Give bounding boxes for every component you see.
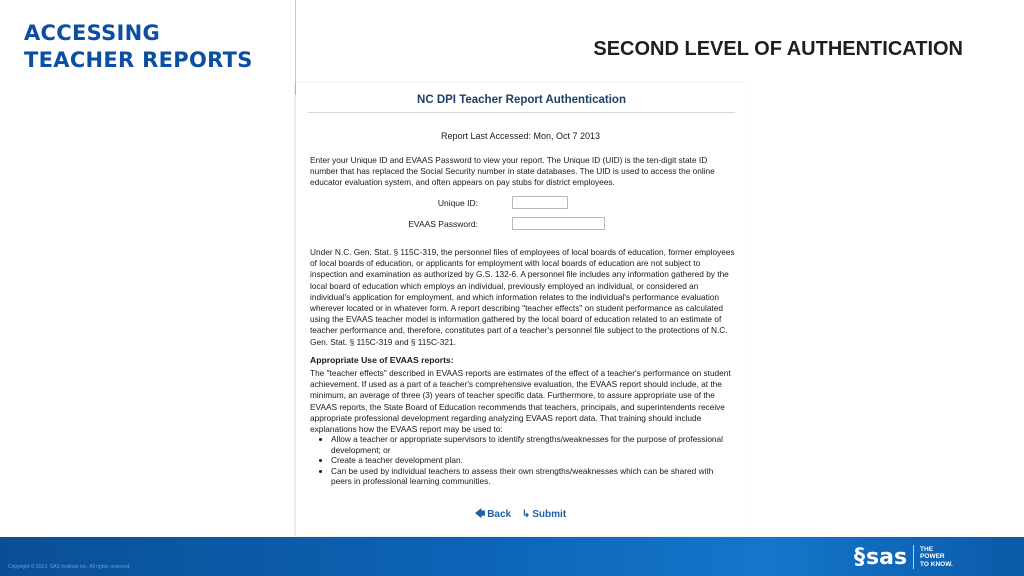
form-header: NC DPI Teacher Report Authentication	[308, 94, 735, 113]
list-item: • Create a teacher development plan.	[331, 455, 735, 466]
sas-brand	[854, 543, 953, 571]
sas-logo-icon: §sas	[854, 544, 908, 570]
use-bullet-list	[310, 434, 735, 487]
last-accessed-text: Report Last Accessed: Mon, Oct 7 2013	[440, 131, 601, 141]
brand-divider	[913, 545, 914, 569]
unique-id-input[interactable]	[512, 196, 568, 209]
title-divider	[295, 0, 296, 95]
appropriate-use-heading: Appropriate Use of EVAAS reports:	[310, 355, 454, 365]
intro-paragraph: Enter your Unique ID and EVAAS Password to view your report. The Unique ID (UID) is the ten-digit state ID number that has replaced the Social Security number in state databases. The UID is used to access the online educator evaluation system, and often appears on pay stubs for district employees.	[310, 155, 715, 188]
brand-tagline: THE POWER TO KNOW.	[920, 545, 953, 568]
footer-bar	[0, 537, 1024, 576]
slide-title-line1: ACCESSING	[24, 21, 161, 45]
authentication-form-screenshot	[296, 83, 745, 536]
legal-paragraph: Under N.C. Gen. Stat. § 115C-319, the personnel files of employees of local boards of education, former employees of local boards of education, or applicants for employment with local boards of education are not subject to inspection and examination as authorized by G.S. 132-6. A personnel file includes any information gathered by the local board of education which employs an individual, previously employed an individual, or considered an individual's application for employment, and which information relates to the individual's performance evaluation wherever located or in whatever form. A report describing "teacher effects" on student performance as calculated using the EVAAS teacher model is information gathered by the local board of education related to an estimate of teacher performance and, therefore, constitutes part of a teacher's personnel file subject to the protections of N.C. Gen. Stat. § 115C-319 and § 115C-321.	[310, 247, 735, 347]
back-label: Back	[487, 509, 512, 520]
form-actions	[296, 507, 745, 524]
slide-title	[24, 20, 253, 74]
slide-title-line2: TEACHER REPORTS	[24, 48, 253, 72]
back-button[interactable]	[475, 509, 514, 520]
brand-name: sas	[866, 544, 908, 570]
evaas-password-input[interactable]	[512, 217, 605, 230]
return-arrow-icon: ↳	[521, 509, 531, 520]
submit-label: Submit	[532, 509, 567, 520]
submit-button[interactable]	[522, 509, 566, 520]
slide-subtitle: SECOND LEVEL OF AUTHENTICATION	[593, 38, 963, 60]
list-item: • Allow a teacher or appropriate supervisors to identify strengths/weaknesses for the purpose of professional development; or	[331, 434, 735, 455]
copyright-text: Copyright © 2013, SAS Institute Inc. All rights reserved.	[8, 564, 131, 570]
unique-id-label: Unique ID:	[437, 198, 478, 208]
list-item: • Can be used by individual teachers to assess their own strengths/weaknesses which can be shared with peers in professional learning communities.	[331, 466, 735, 487]
arrow-left-icon: 🡄	[474, 509, 486, 520]
appropriate-use-paragraph: The "teacher effects" described in EVAAS reports are estimates of the effect of a teacher's performance on student achievement. If used as a part of a teacher's comprehensive evaluation, the EVAAS report should include, at the minimum, an average of three (3) years of teacher specific data. Furthermore, to assure appropriate use of the EVAAS reports, the State Board of Education recommends that teachers, principals, and superintendents receive appropriate professional development regarding analyzing EVAAS report data. That training should include explanations how the EVAAS report may be used to:	[310, 368, 731, 435]
password-label: EVAAS Password:	[408, 219, 478, 229]
